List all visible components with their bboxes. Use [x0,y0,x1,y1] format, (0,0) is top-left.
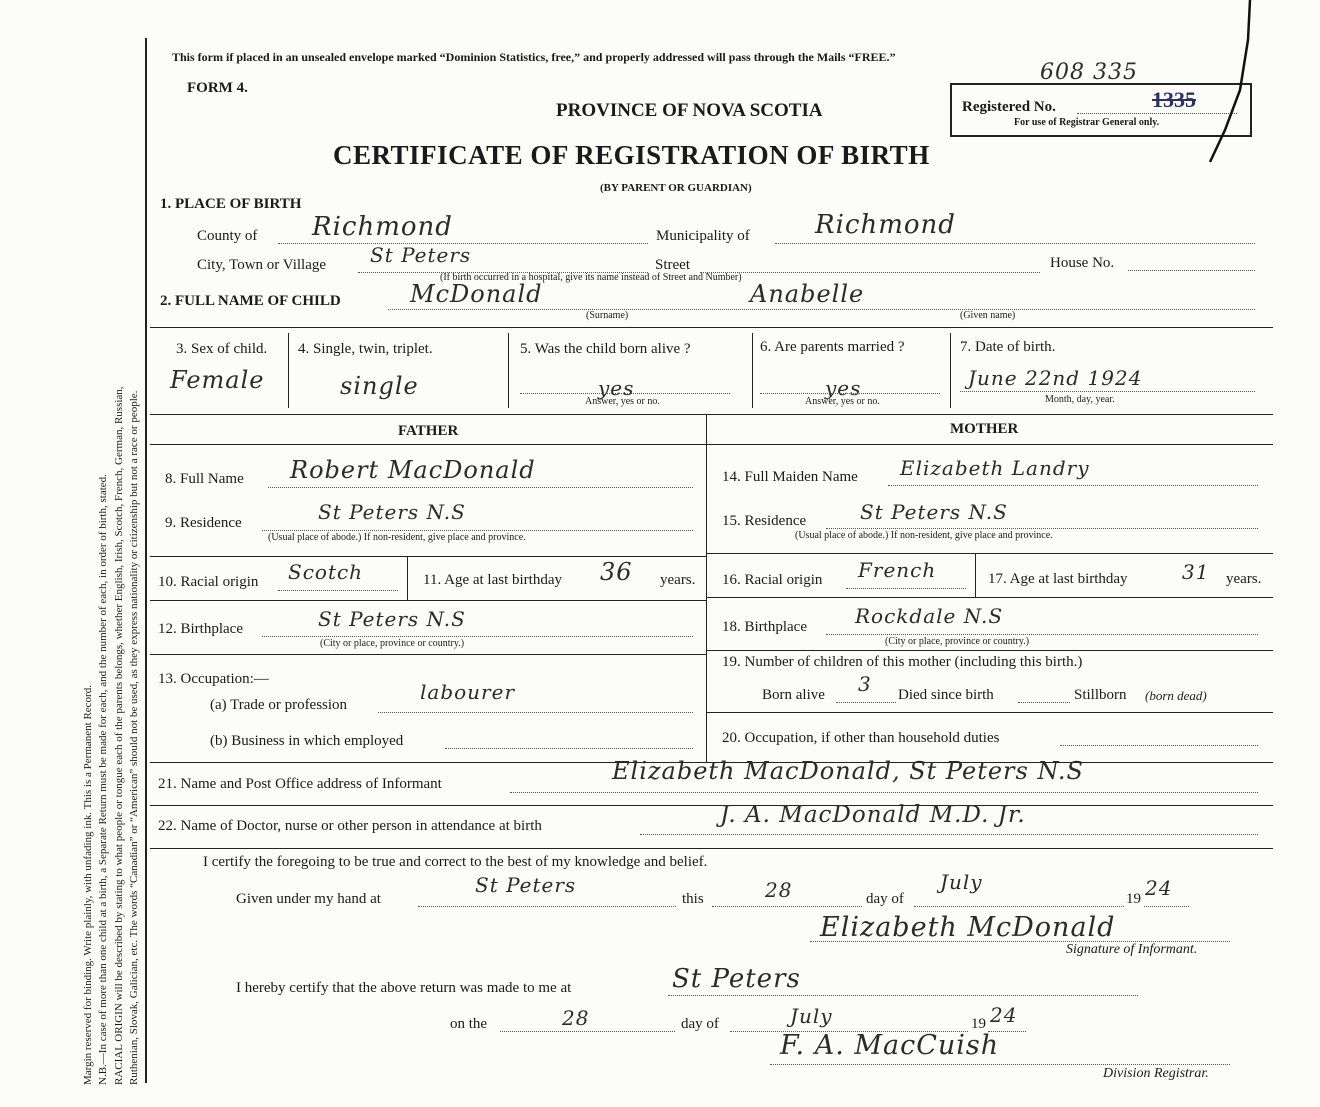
trade-value: labourer [420,680,516,704]
registrar-day-value: 28 [562,1006,590,1030]
given-year-value: 24 [1145,876,1173,900]
parents-divider [706,414,707,762]
rule-after-child-name [150,327,1273,328]
father-age-value: 36 [600,558,633,586]
registrar-note: For use of Registrar General only. [1014,117,1160,128]
mother-age-label: 17. Age at last birthday [988,571,1128,587]
occupation-heading: 13. Occupation:— [158,671,269,687]
born-alive-value: yes [598,376,635,400]
registrar-place-value: St Peters [672,964,801,994]
father-racial-origin-value: Scotch [288,560,364,584]
date-of-birth-label: 7. Date of birth. [960,339,1056,355]
born-alive-count-value: 3 [858,672,872,696]
province-heading: PROVINCE OF NOVA SCOTIA [556,100,823,121]
mother-residence-value: St Peters N.S [860,500,1008,524]
given-under-hand-label: Given under my hand at [236,891,381,907]
postal-notice: This form if placed in an unsealed envelope marked “Dominion Statistics, free,” and properly addressed will pass through the Mails “FREE.” [172,50,896,64]
registrar-signature-caption: Division Registrar. [1103,1066,1209,1081]
stillborn-caption: (born dead) [1145,688,1207,703]
father-years-label: years. [660,572,696,588]
informant-value: Elizabeth MacDonald, St Peters N.S [612,757,1084,785]
mother-age-value: 31 [1182,560,1210,584]
father-name-value: Robert MacDonald [290,456,536,484]
informant-signature: Elizabeth McDonald [820,912,1116,943]
mother-racial-origin-label: 16. Racial origin [722,572,823,588]
rule-before-certification [150,848,1273,849]
margin-note-racial-origin-2: Ruthenian, Slovak, Galician, etc. The words “Canadian” or “American” should not be used, as they express nationality or citizenship but not a race or people. [128,390,140,1085]
registrar-year-prefix: 19 [971,1016,986,1032]
mother-birthplace-value: Rockdale N.S [855,604,1004,628]
margin-note-multiple-births: N.B.—In case of more than one child at a birth, a Separate Return must be made for each, and the number of each, in order of birth, stated. [97,474,109,1085]
doctor-label: 22. Name of Doctor, nurse or other person in attendance at birth [158,818,542,834]
sex-value: Female [170,366,265,394]
informant-label: 21. Name and Post Office address of Informant [158,776,442,792]
parents-married-value: yes [825,376,862,400]
municipality-label: Municipality of [656,228,750,244]
trade-label: (a) Trade or profession [210,697,348,713]
certification-statement: I certify the foregoing to be true and correct to the best of my knowledge and belief. [203,854,708,870]
mother-occupation-label: 20. Occupation, if other than household duties [722,730,1000,746]
this-label: this [682,891,704,907]
registered-label: Registered No. [962,99,1056,115]
house-number-label: House No. [1050,255,1115,271]
child-surname-value: McDonald [410,280,543,308]
date-of-birth-caption: Month, day, year. [1045,394,1115,405]
pen-mark-icon [1200,0,1260,170]
child-name-label: 2. FULL NAME OF CHILD [160,293,341,309]
father-name-label: 8. Full Name [165,471,244,487]
business-label: (b) Business in which employed [210,733,404,749]
father-residence-value: St Peters N.S [318,500,466,524]
city-label: City, Town or Village [197,257,327,273]
child-given-name-value: Anabelle [750,280,865,308]
margin-note-racial-origin-1: RACIAL ORIGIN will be described by stating to what people or tongue each of the parents belongs, whether English, Irish, Scotch, French, German, Russian, [113,386,125,1085]
hospital-note: (If birth occurred in a hospital, give its name instead of Street and Number) [440,272,742,283]
born-alive-label: 5. Was the child born alive ? [520,341,691,357]
father-residence-label: 9. Residence [165,515,242,531]
parents-married-label: 6. Are parents married ? [760,339,905,355]
municipality-value: Richmond [815,210,956,240]
mother-heading: MOTHER [950,421,1019,437]
surname-caption: (Surname) [586,310,629,321]
form-number: FORM 4. [187,80,248,96]
sex-label: 3. Sex of child. [176,341,268,357]
informant-signature-caption: Signature of Informant. [1066,942,1198,957]
registrar-signature: F. A. MacCuish [780,1030,1000,1061]
registrar-month-value: July [790,1004,833,1028]
father-birthplace-caption: (City or place, province or country.) [320,638,465,649]
father-heading: FATHER [398,423,459,439]
doctor-value: J. A. MacDonald M.D. Jr. [720,802,1026,828]
plurality-value: single [340,372,419,400]
county-label: County of [197,228,258,244]
given-day-value: 28 [765,878,793,902]
registrar-statement: I hereby certify that the above return was made to me at [236,980,572,996]
given-day-of-label: day of [866,891,904,907]
children-count-label: 19. Number of children of this mother (including this birth.) [722,654,1083,670]
registrar-day-of-label: day of [681,1016,719,1032]
county-value: Richmond [312,212,453,242]
born-alive-caption: Answer, yes or no. [585,396,660,407]
registered-number-handwritten: 608 335 [1040,60,1138,85]
mother-name-label: 14. Full Maiden Name [722,469,858,485]
registrar-year-value: 24 [990,1003,1018,1027]
certificate-title: CERTIFICATE OF REGISTRATION OF BIRTH [333,140,930,170]
father-birthplace-label: 12. Birthplace [158,621,243,637]
father-residence-caption: (Usual place of abode.) If non-resident, give place and province. [268,532,526,543]
plurality-label: 4. Single, twin, triplet. [298,341,433,357]
born-alive-count-label: Born alive [762,687,825,703]
street-label: Street [655,257,690,273]
stillborn-label: Stillborn [1074,687,1127,703]
registrar-on-the-label: on the [450,1016,488,1032]
father-age-label: 11. Age at last birthday [423,572,562,588]
given-place-value: St Peters [475,873,577,897]
died-since-birth-label: Died since birth [898,687,994,703]
parents-married-caption: Answer, yes or no. [805,396,880,407]
date-of-birth-value: June 22nd 1924 [968,366,1143,390]
margin-note-binding: Margin reserved for binding. Write plainly, with unfading ink. This is a Permanent Record. [82,685,94,1085]
given-year-prefix: 19 [1126,891,1141,907]
given-name-caption: (Given name) [960,310,1016,321]
father-racial-origin-label: 10. Racial origin [158,574,259,590]
mother-name-value: Elizabeth Landry [900,456,1090,480]
mother-residence-label: 15. Residence [722,513,807,529]
registered-number-stamp: 1335 [1152,87,1196,112]
father-birthplace-value: St Peters N.S [318,607,466,631]
certificate-subtitle: (BY PARENT OR GUARDIAN) [600,182,752,194]
rule-after-child-details [150,414,1273,415]
mother-birthplace-label: 18. Birthplace [722,619,807,635]
city-value: St Peters [370,243,472,267]
mother-residence-caption: (Usual place of abode.) If non-resident, give place and province. [795,530,1053,541]
mother-racial-origin-value: French [858,558,937,582]
given-month-value: July [940,870,983,894]
mother-years-label: years. [1226,571,1262,587]
left-border-line [145,38,147,1083]
place-of-birth-heading: 1. PLACE OF BIRTH [160,196,302,212]
mother-birthplace-caption: (City or place, province or country.) [885,636,1030,647]
